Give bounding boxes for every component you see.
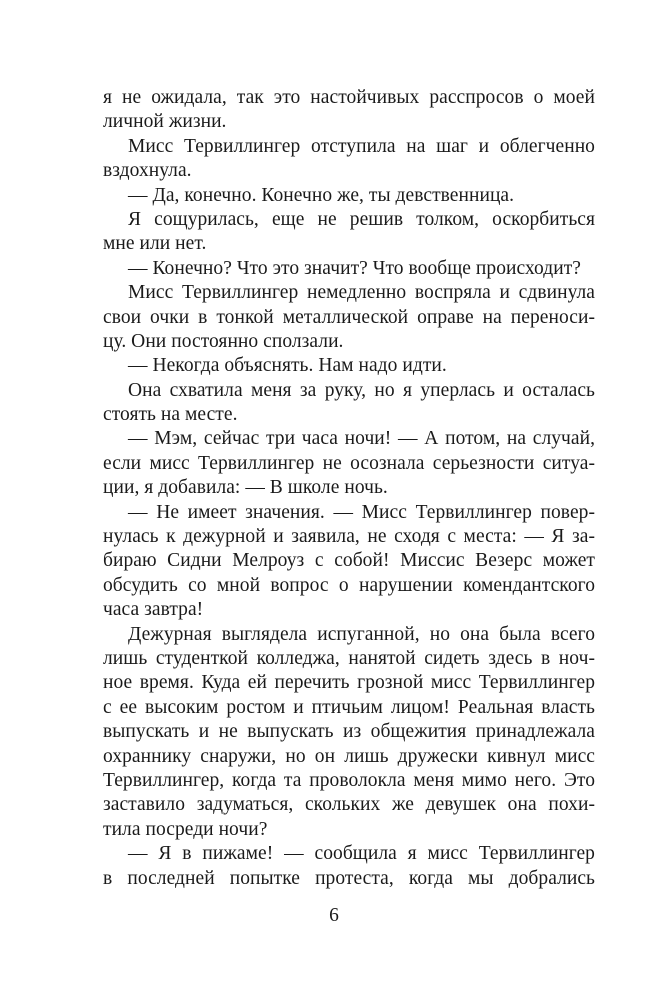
book-page-text xyxy=(103,86,595,891)
text-line: заставило задуматься, скольких же девушек она похи- xyxy=(103,794,595,816)
text-line: — Да, конечно. Конечно же, ты девственница. xyxy=(128,184,515,206)
text-line: свои очки в тонкой металлической оправе на переноси- xyxy=(103,306,595,328)
text-line: — Мэм, сейчас три часа ночи! — А потом, на случай, xyxy=(128,428,595,450)
text-line: в последней попытке протеста, когда мы добрались xyxy=(103,867,595,889)
text-line: Она схватила меня за руку, но я уперлась и осталась xyxy=(128,379,595,401)
text-line: стоять на месте. xyxy=(103,404,238,426)
text-line: Мисс Тервиллингер немедленно воспряла и сдвинула xyxy=(128,282,595,304)
text-line: нулась к дежурной и заявила, не сходя с места: — Я за- xyxy=(103,526,595,548)
text-line: охраннику снаружи, но он лишь дружески кивнул мисс xyxy=(103,745,595,767)
text-line: если мисс Тервиллингер не осознала серьезности ситуа- xyxy=(103,452,595,474)
text-line: Мисс Тервиллингер отступила на шаг и облегченно xyxy=(128,135,595,157)
text-line: Я сощурилась, еще не решив толком, оскорбиться xyxy=(128,208,595,230)
text-line: — Конечно? Что это значит? Что вообще происходит? xyxy=(128,257,581,279)
text-line: мне или нет. xyxy=(103,233,207,255)
page-number: 6 xyxy=(329,905,339,926)
text-line: ное время. Куда ей перечить грозной мисс Тервиллингер xyxy=(103,672,595,694)
text-line: вздохнула. xyxy=(103,160,192,182)
text-line: цу. Они постоянно сползали. xyxy=(103,330,344,352)
text-line: — Я в пижаме! — сообщила я мисс Тервиллингер xyxy=(128,843,595,865)
text-line: лишь студенткой колледжа, нанятой сидеть здесь в ноч- xyxy=(103,647,595,669)
text-line: ции, я добавила: — В школе ночь. xyxy=(103,477,388,499)
text-line: личной жизни. xyxy=(103,111,227,133)
text-line: я не ожидала, так это настойчивых расспросов о моей xyxy=(103,87,595,108)
text-line: выпускать и не выпускать из общежития принадлежала xyxy=(103,721,595,743)
text-line: — Не имеет значения. — Мисс Тервиллингер повер- xyxy=(128,501,595,523)
text-line: бираю Сидни Мелроуз с собой! Миссис Везерс может xyxy=(103,550,595,572)
text-line: Дежурная выглядела испуганной, но она была всего xyxy=(128,623,595,645)
text-line: тила посреди ночи? xyxy=(103,818,268,840)
text-line: часа завтра! xyxy=(103,599,204,621)
text-line: обсудить со мной вопрос о нарушении комендантского xyxy=(103,574,595,596)
text-line: — Некогда объяснять. Нам надо идти. xyxy=(128,355,447,377)
text-line: с ее высоким ростом и птичьим лицом! Реальная власть xyxy=(103,696,595,718)
text-line: Тервиллингер, когда та проволокла меня мимо него. Это xyxy=(103,769,595,791)
